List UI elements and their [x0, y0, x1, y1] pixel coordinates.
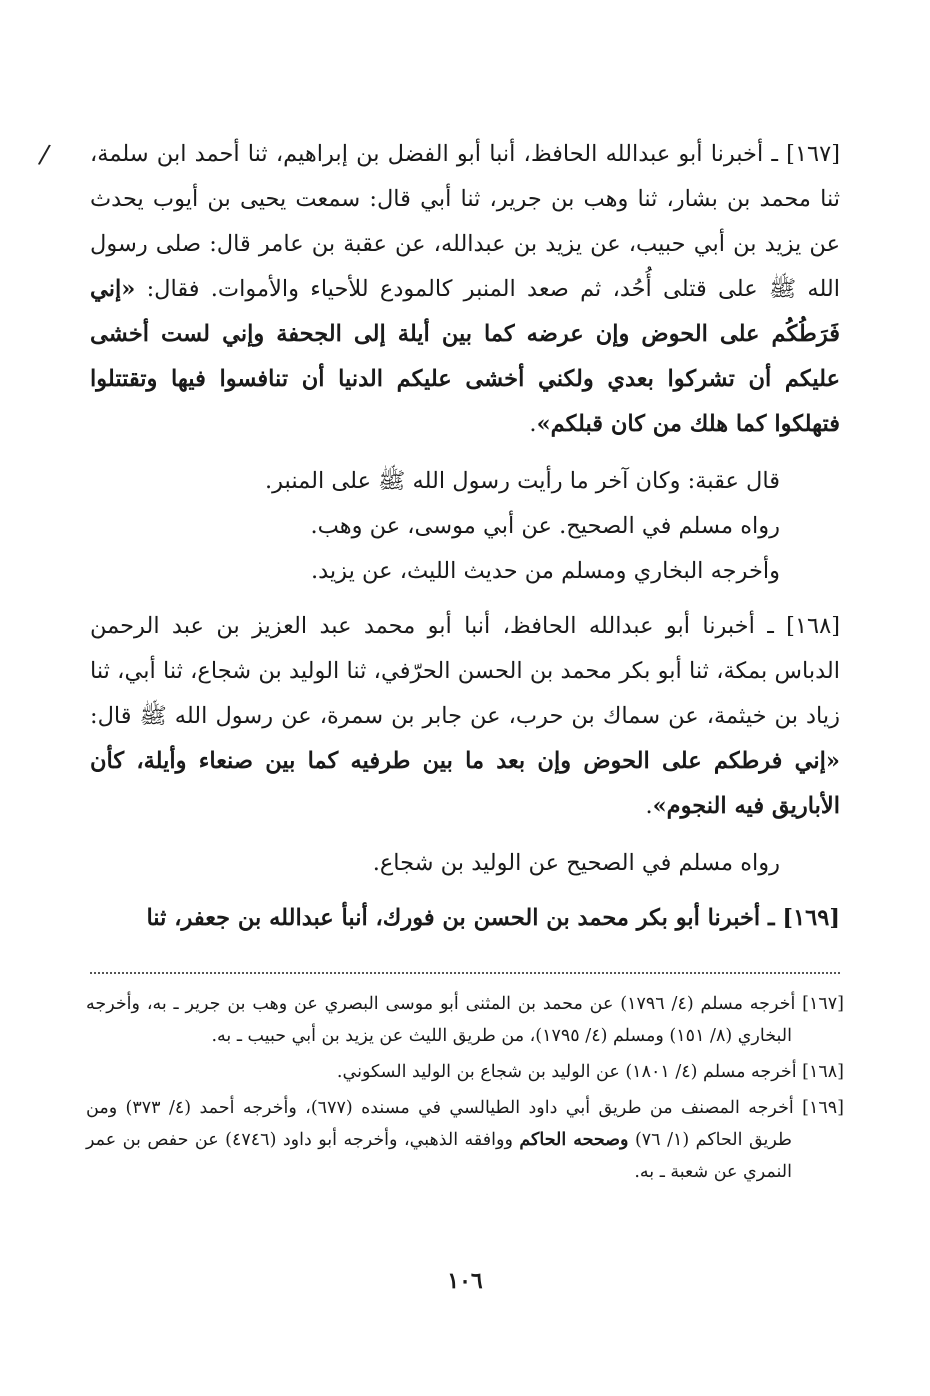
- hadith-167-notes: [90, 459, 840, 594]
- footnote-number: [١٦٧]: [802, 994, 844, 1014]
- footnote-number: [١٦٩]: [802, 1098, 844, 1118]
- hadith-169: [90, 896, 840, 941]
- footnote-text: أخرجه مسلم (٤/ ١٧٩٦) عن محمد بن المثنى أبو موسى البصري عن وهب بن جرير ـ به، وأخرجه البخاري (٨/ ١٥١) ومسلم (٤/ ١٧٩٥)، من طريق الليث عن يزيد بن أبي حبيب ـ به.: [86, 994, 803, 1046]
- main-text: [90, 132, 840, 941]
- footnotes: [86, 988, 844, 1192]
- hadith-end: .: [645, 793, 653, 819]
- hadith-168: [90, 604, 840, 829]
- hadith-end: .: [529, 411, 537, 437]
- footnote-text: أخرجه المصنف من طريق أبي داود الطيالسي في مسنده (٦٧٧)، وأخرجه أحمد (٤/ ٣٧٣) ومن طريق الحاكم (١/ ٧٦): [86, 1098, 803, 1150]
- page-number: ١٠٦: [447, 1268, 483, 1294]
- narration-line: قال عقبة: وكان آخر ما رأيت رسول الله ﷺ على المنبر.: [264, 468, 780, 494]
- hadith-number: [١٦٧]: [786, 141, 840, 167]
- hadith-number: [١٦٨]: [786, 613, 840, 639]
- hadith-quote: «إني فرطكم على الحوض وإن بعد ما بين طرفيه كما بين صنعاء وأيلة، كأن الأباريق فيه النجوم»: [90, 748, 840, 819]
- footnote-168: [86, 1056, 844, 1088]
- footnote-text: أخرجه مسلم (٤/ ١٨٠١) عن الوليد بن شجاع بن الوليد السكوني.: [336, 1062, 803, 1082]
- hadith-quote: «إني فَرَطُكُم على الحوض وإن عرضه كما بين أيلة إلى الجحفة وإني لست أخشى عليكم أن تشركوا بعدي ولكني أخشى عليكم الدنيا أن تنافسوا فيها وتقتتلوا فتهلكوا كما هلك من كان قبلكم»: [90, 276, 840, 437]
- footnote-emphasis: وصححه الحاكم: [519, 1130, 629, 1150]
- hadith-intro: ـ أخبرنا أبو بكر محمد بن الحسن بن فورك، أنبأ عبدالله بن جعفر، ثنا: [146, 905, 783, 931]
- margin-mark: /: [36, 139, 52, 171]
- hadith-168-notes: [90, 841, 840, 886]
- footnote-text: ووافقه الذهبي، وأخرجه أبو داود (٤٧٤٦) عن حفص بن عمر النمري عن شعبة ـ به.: [86, 1130, 792, 1182]
- footnote-169: [86, 1092, 844, 1188]
- hadith-number: [١٦٩]: [782, 905, 840, 931]
- footnote-divider: [90, 972, 840, 974]
- hadith-intro: ـ أخبرنا أبو عبدالله الحافظ، أنبا أبو الفضل بن إبراهيم، ثنا أحمد ابن سلمة، ثنا محمد بن بشار، ثنا وهب بن جرير، ثنا أبي قال: سمعت يحيى بن أيوب يحدث عن يزيد بن أبي حبيب، عن يزيد بن عبدالله، عن عقبة بن عامر قال: صلى رسول الله ﷺ على قتلى أُحُد، ثم صعد المنبر كالمودع للأحياء والأموات. فقال:: [90, 141, 840, 302]
- narration-line: رواه مسلم في الصحيح. عن أبي موسى، عن وهب.: [310, 513, 780, 539]
- narration-line: وأخرجه البخاري ومسلم من حديث الليث، عن يزيد.: [310, 558, 780, 584]
- hadith-intro: ـ أخبرنا أبو عبدالله الحافظ، أنبا أبو محمد عبد العزيز بن عبد الرحمن الدباس بمكة، ثنا أبو بكر محمد بن الحسن الحرّفي، ثنا الوليد بن شجاع، ثنا أبي، ثنا زياد بن خيثمة، عن سماك بن حرب، عن جابر بن سمرة، عن رسول الله ﷺ قال:: [90, 613, 840, 729]
- narration-line: رواه مسلم في الصحيح عن الوليد بن شجاع.: [372, 850, 780, 876]
- footnote-number: [١٦٨]: [802, 1062, 844, 1082]
- footnote-167: [86, 988, 844, 1052]
- hadith-167: [90, 132, 840, 447]
